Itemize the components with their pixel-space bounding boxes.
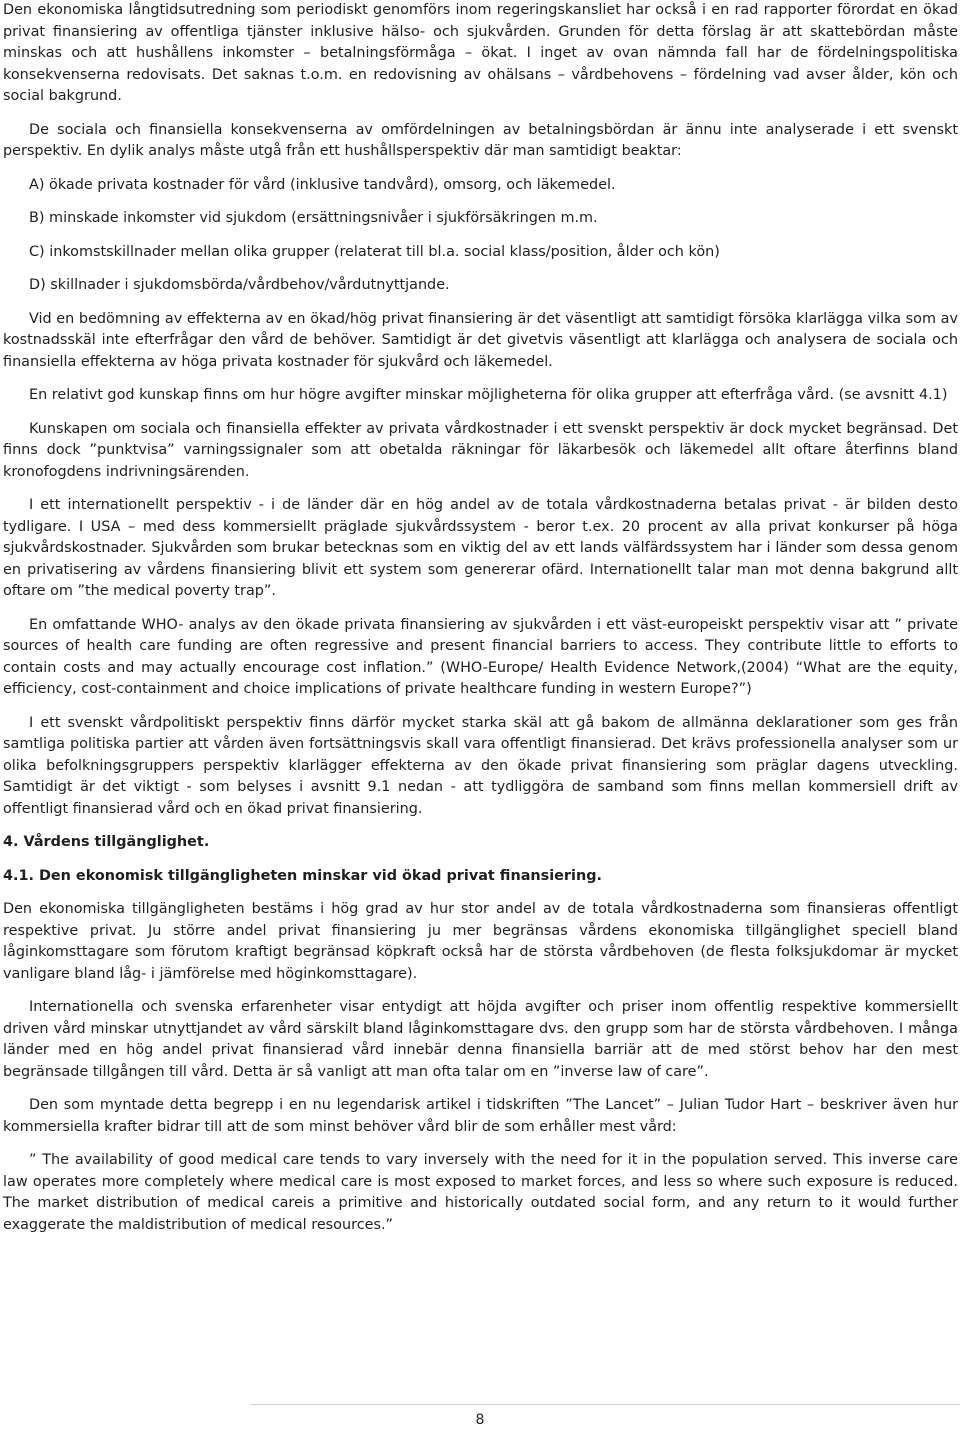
section-heading-4-1: 4.1. Den ekonomisk tillgängligheten minskar vid ökad privat finansiering. xyxy=(3,867,602,884)
section-heading-4: 4. Vårdens tillgänglighet. xyxy=(3,834,210,850)
list-item-b: B) minskade inkomster vid sjukdom (ersättningsnivåer i sjukförsäkringen m.m. xyxy=(29,210,598,226)
list-item-d: D) skillnader i sjukdomsbörda/vårdbehov/vårdutnyttjande. xyxy=(29,277,450,293)
paragraph-assessment: Vid en bedömning av effekterna av en ökad/hög privat finansiering är det väsentligt att samtidigt försöka klarlägga vilka som av kostnadsskäl inte efterfrågar den vård de behöver. Samtidigt är det givetvis väsentligt att klarlägga och analysera de sociala och finansiella effekterna av höga privata kostnader för sjukvård och läkemedel. xyxy=(3,310,958,370)
footer-divider xyxy=(250,1404,960,1405)
paragraph-swedish-perspective: I ett svenskt vårdpolitiskt perspektiv finns därför mycket starka skäl att gå bakom de allmänna deklarationer som ges från samtliga politiska partier att vården även fortsättningsvis skall vara offentligt finansierad. Det krävs professionella analyser som ur olika befolkningsgruppers perspektiv klarlägger effekterna av den ökade privat finansiering som präglar dagens utveckling. Samtidigt är det viktigt - som belyses i avsnitt 9.1 nedan - att tydliggöra de samband som finns mellan kommersiell drift av offentligt finansierad vård och en ökad privat finansiering. xyxy=(3,714,958,817)
paragraph-economic-accessibility: Den ekonomiska tillgängligheten bestäms i hög grad av hur stor andel av de totala vårdkostnaderna som finansieras offentligt respektive privat. Ju större andel privat finansiering ju mer begränsas vårdens ekonomiska tillgänglighet speciell bland låginkomsttagare som förutom kraftigt begränsad köpkraft också har de största vårdbehoven (de flesta folksjukdomar är mycket vanligare bland låg- i jämförelse med höginkomsttagare). xyxy=(3,901,958,982)
paragraph-international: I ett internationellt perspektiv - i de länder där en hög andel av de totala vårdkostnaderna betalas privat - är bilden desto tydligare. I USA – med dess kommersiellt präglade sjukvårdssystem - beror t.ex. 20 procent av alla privat konkurser på höga sjukvårdskostnader. Sjukvården som brukar betecknas som en viktig del av ett lands välfärdssystem har i länder som dessa genom en privatisering av vårdens finansiering blivit ett system som genererar ofärd. Internationellt talar man mot denna bakgrund allt oftare om ”the medical poverty trap”. xyxy=(3,497,958,599)
list-item-c: C) inkomstskillnader mellan olika grupper (relaterat till bl.a. social klass/position, ålder och kön) xyxy=(29,243,720,260)
paragraph-social-consequences: De sociala och finansiella konsekvenserna av omfördelningen av betalningsbördan är ännu inte analyserade i ett svenskt perspektiv. En dylik analys måste utgå från ett hushållsperspektiv där man samtidigt beaktar: xyxy=(3,121,958,159)
paragraph-inverse-care-quote: ” The availability of good medical care tends to vary inversely with the need for it in the population served. This inverse care law operates more completely where medical care is most exposed to market forces, and less so where such exposure is reduced. The market distribution of medical careis a primitive and historically outdated social form, and any return to it would further exaggerate the maldistribution of medical resources.” xyxy=(3,1152,958,1233)
paragraph-tudor-hart: Den som myntade detta begrepp i en nu legendarisk artikel i tidskriften ”The Lancet” – Julian Tudor Hart – beskriver även hur kommersiella krafter bidrar till att de som minst behöver vård blir de som erhåller mest vård: xyxy=(3,1097,958,1135)
paragraph-experiences: Internationella och svenska erfarenheter visar entydigt att höjda avgifter och priser inom offentlig respektive kommersiellt driven vård minskar utnyttjandet av vård särskilt bland låginkomsttagare dvs. den grupp som har de största vårdbehoven. I många länder med en hög andel privat finansierad vård innebär denna finansiella barriär att de med störst behov har den mest begränsade tillgången till vård. Detta är så vanligt att man ofta talar om en ”inverse law of care”. xyxy=(3,999,958,1080)
list-item-a: A) ökade privata kostnader för vård (inklusive tandvård), omsorg, och läkemedel. xyxy=(29,176,616,193)
page-number: 8 xyxy=(475,1412,485,1428)
paragraph-longterm-survey: Den ekonomiska långtidsutredning som periodiskt genomförs inom regeringskansliet har också i en rad rapporter förordat en ökad privat finansiering av offentliga tjänster inklusive hälso- och sjukvården. Grunden för detta förslag är att skattebördan måste minskas och att hushållens inkomster – betalningsförmåga – ökat. I inget av ovan nämnda fall har de fördelningspolitiska konsekvenserna redovisats. Det saknas t.o.m. en redovisning av ohälsans – vårdbehovens – fördelning vad avser ålder, kön och social bakgrund. xyxy=(3,2,958,104)
paragraph-who-analysis: En omfattande WHO- analys av den ökade privata finansiering av sjukvården i ett väst-europeiskt perspektiv visar att ” private sources of health care funding are often regressive and present financial barriers to access. They contribute little to efforts to contain costs and may actually encourage cost inflation.” (WHO-Europe/ Health Evidence Network,(2004) “What are the equity, efficiency, cost-containment and choice implications of private healthcare funding in western Europe?”) xyxy=(3,616,958,697)
paragraph-knowledge-fees: En relativt god kunskap finns om hur högre avgifter minskar möjligheterna för olika grupper att efterfråga vård. (se avsnitt 4.1) xyxy=(29,387,948,403)
paragraph-knowledge-limited: Kunskapen om sociala och finansiella effekter av privata vårdkostnader i ett svenskt perspektiv är dock mycket begränsad. Det finns dock ”punktvisa” varningssignaler som att obetalda räkningar för läkarbesök och läkemedel allt oftare återfinns bland kronofogdens indrivningsärenden. xyxy=(3,420,958,480)
